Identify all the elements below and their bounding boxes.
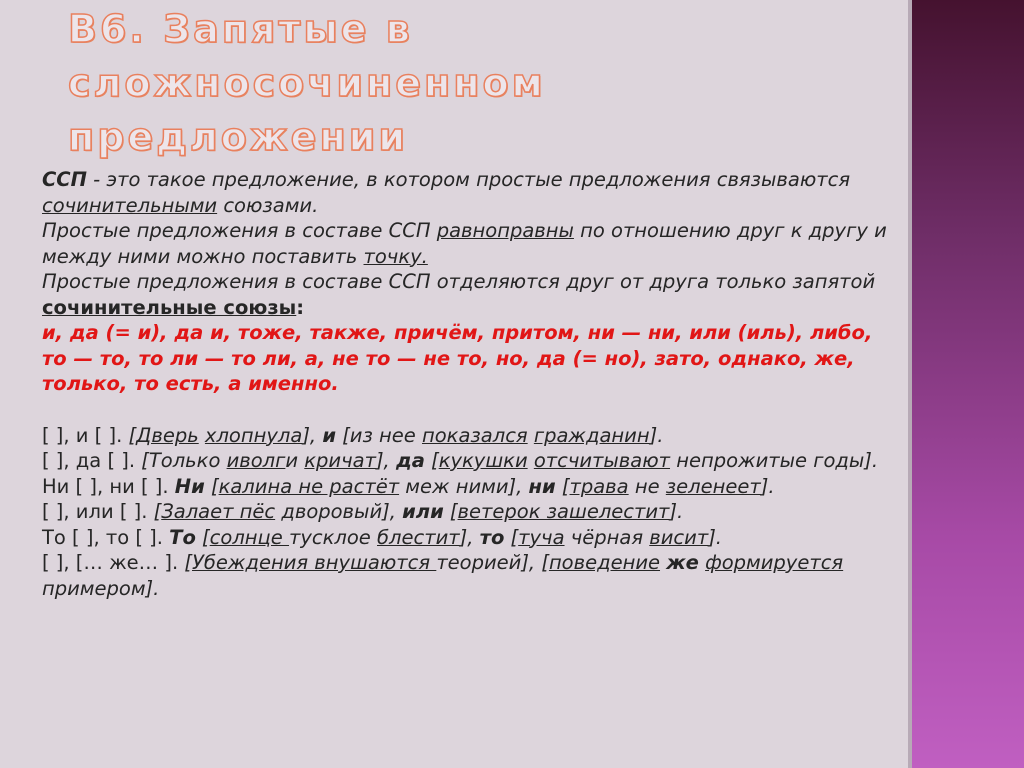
title-line-2: сложносочиненном xyxy=(68,61,546,105)
separate-paragraph xyxy=(42,269,902,320)
example-scheme: Ни [ ], ни [ ]. xyxy=(42,474,175,498)
definition-text: - это такое предложение, в котором простые предложения связываются xyxy=(86,168,851,191)
title-line-3: предложении xyxy=(68,115,408,159)
definition-text-end: союзами. xyxy=(217,193,319,217)
example-scheme: То [ ], то [ ]. xyxy=(42,525,170,549)
example-sentence: То [солнце тусклое блестит], то [туча чёрная висит]. xyxy=(169,525,722,549)
slide-body xyxy=(42,167,902,601)
equal-paragraph xyxy=(42,218,902,269)
term-ssp: ССП xyxy=(42,168,87,191)
example-sentence: [Убеждения внушаются теорией], [поведение же формируется примером]. xyxy=(42,551,844,600)
example-row xyxy=(42,474,902,500)
separate-text: Простые предложения в составе ССП отделяются друг от друга только запятой xyxy=(42,270,876,293)
separate-colon: : xyxy=(296,295,305,319)
equal-keyword-point: точку. xyxy=(363,244,428,268)
conjunction-list: и, да (= и), да и, тоже, также, причём, притом, ни — ни, или (иль), либо, то — то, то ли — то ли, а, не то — не то, но, да (= но), зато, однако, же, только, то есть, а именно. xyxy=(42,321,873,395)
example-row xyxy=(42,525,902,551)
definition-paragraph xyxy=(42,167,902,218)
equal-text: Простые предложения в составе ССП xyxy=(42,219,437,242)
title-line-1: В6. Запятые в xyxy=(68,7,413,51)
example-scheme: [ ], да [ ]. xyxy=(42,449,142,472)
example-row xyxy=(42,423,902,449)
definition-keyword: сочинительными xyxy=(42,193,218,217)
example-row xyxy=(42,550,902,601)
slide-title xyxy=(68,2,888,164)
example-row xyxy=(42,448,902,474)
equal-text-mid: по отношению друг к другу и между ними можно поставить xyxy=(42,219,887,268)
example-scheme: [ ], и [ ]. xyxy=(42,423,129,447)
decorative-sidebar xyxy=(912,0,1024,768)
spacer xyxy=(42,397,902,423)
example-sentence: [Залает пёс дворовый], или [ветерок зашелестит]. xyxy=(153,500,684,523)
example-scheme: [ ], или [ ]. xyxy=(42,500,154,523)
example-sentence: [Дверь хлопнула], и [из нее показался гражданин]. xyxy=(128,423,664,447)
example-row xyxy=(42,499,902,525)
separate-keyword: сочинительные союзы xyxy=(42,295,297,319)
equal-keyword: равноправны xyxy=(436,219,574,242)
example-scheme: [ ], [… же… ]. xyxy=(42,551,185,574)
example-sentence: Ни [калина не растёт меж ними], ни [трава не зеленеет]. xyxy=(174,474,775,498)
example-sentence: [Только иволги кричат], да [кукушки отсчитывают непрожитые годы]. xyxy=(141,449,879,472)
